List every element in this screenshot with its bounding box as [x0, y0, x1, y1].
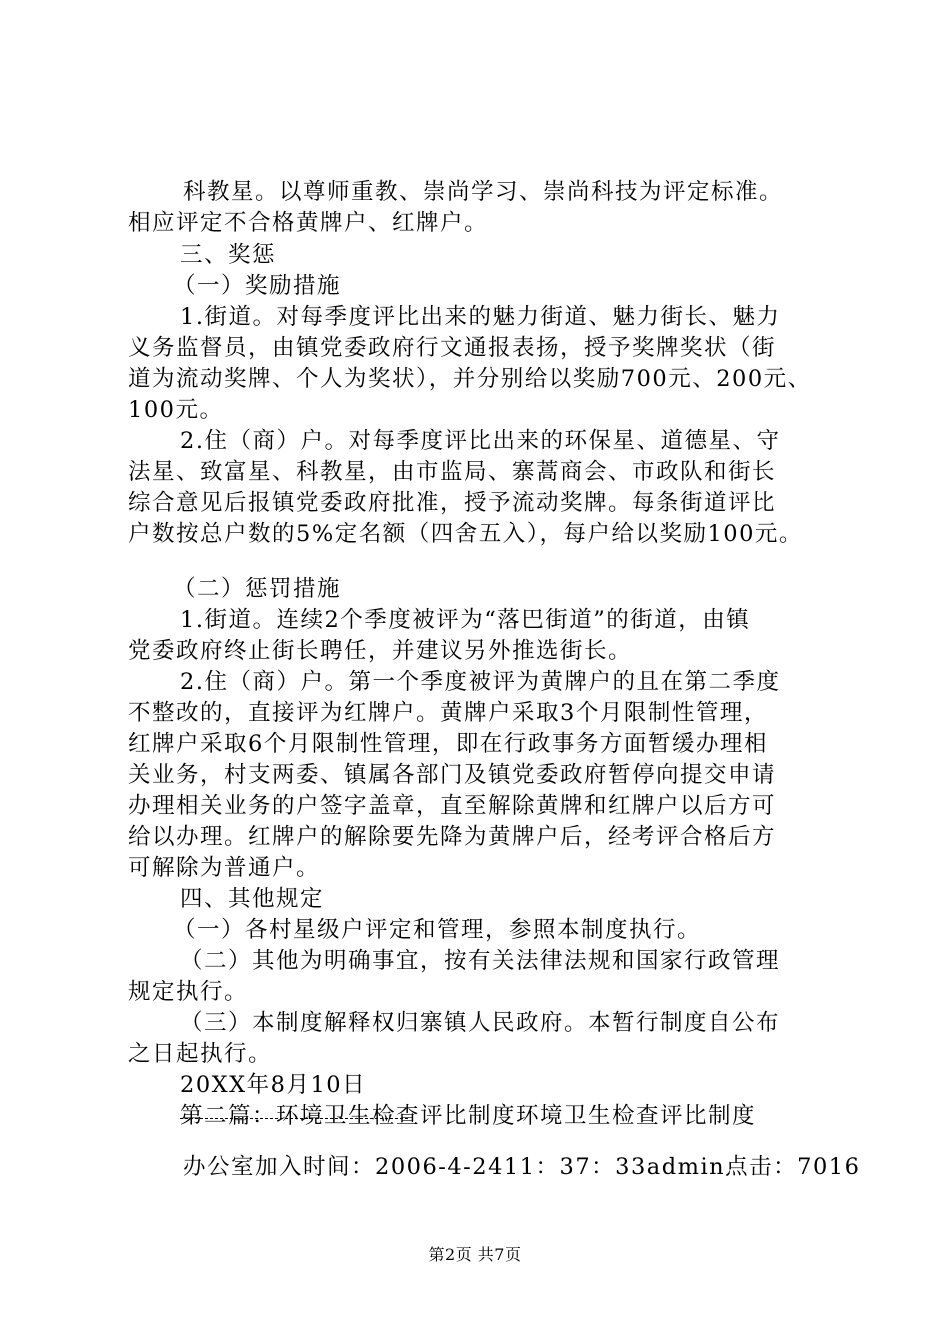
text-line: 义务监督员，由镇党委政府行文通报表扬，授予奖牌奖状（街: [128, 335, 777, 361]
subsection-heading: （二）惩罚措施: [173, 576, 342, 602]
text-line: 100元。: [128, 397, 224, 423]
text-line: 办理相关业务的户签字盖章，直至解除黄牌和红牌户以后方可: [128, 793, 777, 819]
text-line: 红牌户采取6个月限制性管理，即在行政事务方面暂缓办理相: [128, 731, 768, 757]
text-line: 之日起执行。: [128, 1041, 273, 1067]
text-line: 2.住（商）户。对每季度评比出来的环保星、道德星、守: [180, 428, 781, 454]
section-heading: 三、奖惩: [180, 242, 277, 268]
text-line: 规定执行。: [128, 979, 249, 1005]
text-line: 法星、致富星、科教星，由市监局、寨蒿商会、市政队和街长: [128, 459, 777, 485]
text-line: 综合意见后报镇党委政府批准，授予流动奖牌。每条街道评比: [128, 490, 777, 516]
text-line: 户数按总户数的5%定名额（四舍五入），每户给以奖励100元。: [128, 521, 803, 547]
text-line: 可解除为普通户。: [128, 855, 321, 881]
text-line: 道为流动奖牌、个人为奖状），并分别给以奖励700元、200元、: [128, 366, 812, 392]
page-footer: 第2页 共7页: [428, 1245, 522, 1264]
text-line: 1.街道。对每季度评比出来的魅力街道、魅力街长、魅力: [180, 304, 781, 330]
text-line: 给以办理。红牌户的解除要先降为黄牌户后，经考评合格后方: [128, 824, 777, 850]
text-line: 不整改的，直接评为红牌户。黄牌户采取3个月限制性管理，: [128, 700, 768, 726]
meta-line: 办公室加入时间：2006-4-2411：37：33admin点击：7016: [183, 1154, 861, 1180]
text-line: 党委政府终止街长聘任，并建议另外推选街长。: [128, 638, 633, 664]
subsection-heading: （一）奖励措施: [173, 273, 342, 299]
text-line: 相应评定不合格黄牌户、红牌户。: [128, 210, 489, 236]
text-line: 2.住（商）户。第一个季度被评为黄牌户的且在第二季度: [180, 669, 781, 695]
date-line: 20XX年8月10日: [180, 1072, 367, 1098]
text-line: （一）各村星级户评定和管理，参照本制度执行。: [173, 917, 702, 943]
text-line: （三）本制度解释权归寨镇人民政府。本暂行制度自公布: [180, 1010, 781, 1036]
text-line: （二）其他为明确事宜，按有关法律法规和国家行政管理: [180, 948, 781, 974]
text-line: 关业务，村支两委、镇属各部门及镇党委政府暂停向提交申请: [128, 762, 777, 788]
dashed-separator: [180, 1118, 408, 1119]
chapter-title: 第二篇：环境卫生检查评比制度环境卫生检查评比制度: [180, 1103, 757, 1129]
text-line: 1.街道。连续2个季度被评为“落巴街道”的街道，由镇: [180, 607, 751, 633]
text-line: 科教星。以尊师重教、崇尚学习、崇尚科技为评定标准。: [183, 179, 784, 205]
section-heading: 四、其他规定: [180, 886, 325, 912]
